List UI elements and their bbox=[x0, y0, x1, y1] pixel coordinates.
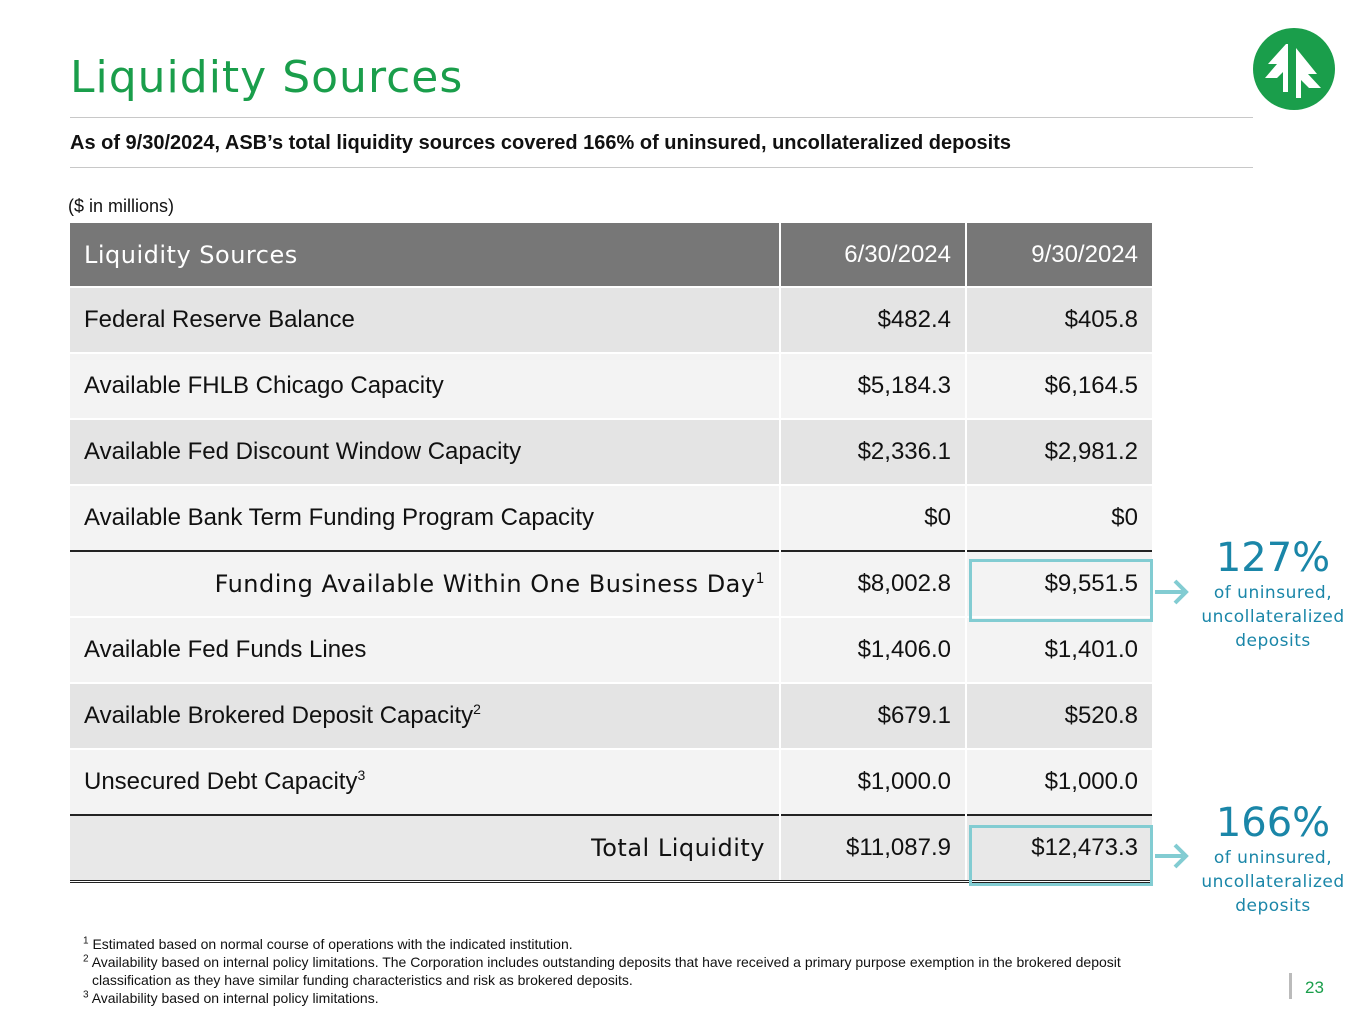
page-number-divider bbox=[1289, 973, 1292, 999]
brand-logo bbox=[1253, 28, 1335, 110]
subtotal-label: Funding Available Within One Business Day$^1$ bbox=[70, 551, 780, 617]
callout-text: deposits bbox=[1235, 896, 1311, 916]
value-6-30-2024: $679.1 bbox=[780, 683, 966, 749]
row-label: Available Fed Discount Window Capacity bbox=[70, 419, 780, 485]
footnote-ref: 1 bbox=[755, 571, 765, 587]
value-6-30-2024: $11,087.9 bbox=[780, 815, 966, 881]
subtitle: As of 9/30/2024, ASB’s total liquidity sources covered 166% of uninsured, uncollateralized deposits bbox=[70, 132, 1012, 154]
units-note: ($ in millions) bbox=[68, 196, 175, 216]
footnote: $^3$ Availability based on internal policy limitations. bbox=[83, 989, 379, 1006]
page-title: Liquidity Sources bbox=[70, 52, 464, 103]
footnote-continuation: classification as they have similar funding characteristics and risk as brokered deposits. bbox=[92, 972, 633, 988]
value-9-30-2024: $2,981.2 bbox=[966, 419, 1152, 485]
table-row bbox=[70, 683, 1152, 749]
footnote: $^2$ Availability based on internal policy limitations. The Corporation includes outstanding deposits that have received a primary purpose exemption in the brokered deposit bbox=[83, 953, 1121, 970]
callout-percentage: 166% bbox=[1215, 800, 1331, 846]
table-row bbox=[70, 749, 1152, 815]
callout-text: deposits bbox=[1235, 631, 1311, 651]
footnote-ref: 2 bbox=[473, 701, 481, 717]
callout-127 bbox=[1193, 535, 1353, 653]
value-6-30-2024: $8,002.8 bbox=[780, 551, 966, 617]
value-6-30-2024: $482.4 bbox=[780, 287, 966, 353]
liquidity-table bbox=[70, 223, 1152, 883]
page-number: 23 bbox=[1305, 978, 1324, 997]
subtitle-divider bbox=[70, 167, 1253, 168]
value-9-30-2024: $405.8 bbox=[966, 287, 1152, 353]
arrow-right-icon bbox=[1155, 578, 1195, 606]
table-header-row bbox=[70, 223, 1152, 287]
table-row bbox=[70, 287, 1152, 353]
column-header: 9/30/2024 bbox=[966, 223, 1152, 287]
callout-text: uncollateralized bbox=[1201, 872, 1345, 892]
footnotes bbox=[83, 935, 1233, 1007]
callout-text: of uninsured, bbox=[1213, 848, 1333, 868]
callout-text: of uninsured, bbox=[1213, 583, 1333, 603]
value-6-30-2024: $0 bbox=[780, 485, 966, 551]
value-9-30-2024: $0 bbox=[966, 485, 1152, 551]
column-header: 6/30/2024 bbox=[780, 223, 966, 287]
row-label: Available Brokered Deposit Capacity$^2$ bbox=[70, 683, 780, 749]
value-6-30-2024: $2,336.1 bbox=[780, 419, 966, 485]
table-row bbox=[70, 419, 1152, 485]
value-9-30-2024: $12,473.3 bbox=[966, 815, 1152, 881]
value-9-30-2024: $9,551.5 bbox=[966, 551, 1152, 617]
arrow-right-icon bbox=[1155, 842, 1195, 870]
value-9-30-2024: $520.8 bbox=[966, 683, 1152, 749]
footnote-ref: 3 bbox=[357, 767, 366, 783]
callout-text: uncollateralized bbox=[1201, 607, 1345, 627]
footnote: $^1$ Estimated based on normal course of operations with the indicated institution. bbox=[83, 935, 573, 952]
table-row bbox=[70, 353, 1152, 419]
row-label: Available Fed Funds Lines bbox=[70, 617, 780, 683]
highlight-box-funding bbox=[969, 559, 1153, 622]
tree-icon bbox=[1253, 28, 1335, 110]
column-header: Liquidity Sources bbox=[70, 223, 780, 287]
value-6-30-2024: $1,000.0 bbox=[780, 749, 966, 815]
table-row bbox=[70, 485, 1152, 551]
callout-166 bbox=[1193, 800, 1353, 918]
value-9-30-2024: $6,164.5 bbox=[966, 353, 1152, 419]
value-6-30-2024: $1,406.0 bbox=[780, 617, 966, 683]
row-label: Available Bank Term Funding Program Capacity bbox=[70, 485, 780, 551]
total-label: Total Liquidity bbox=[70, 815, 780, 881]
row-label: Unsecured Debt Capacity$^3$ bbox=[70, 749, 780, 815]
row-label: Available FHLB Chicago Capacity bbox=[70, 353, 780, 419]
row-label: Federal Reserve Balance bbox=[70, 287, 780, 353]
value-6-30-2024: $5,184.3 bbox=[780, 353, 966, 419]
highlight-box-total bbox=[969, 825, 1153, 886]
table-row bbox=[70, 617, 1152, 683]
title-divider bbox=[70, 117, 1253, 118]
value-9-30-2024: $1,401.0 bbox=[966, 617, 1152, 683]
callout-percentage: 127% bbox=[1215, 535, 1331, 581]
value-9-30-2024: $1,000.0 bbox=[966, 749, 1152, 815]
